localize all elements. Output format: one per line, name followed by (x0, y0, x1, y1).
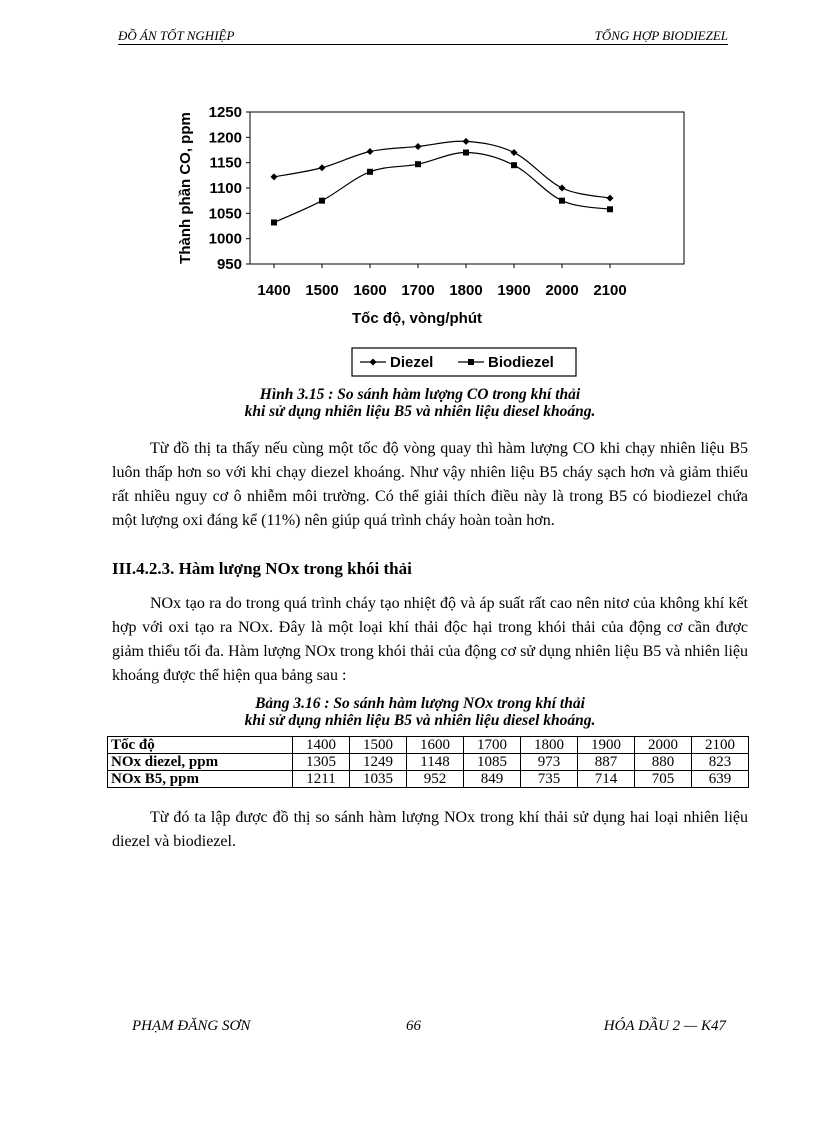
table-cell: 639 (692, 771, 749, 788)
table-cell: 714 (578, 771, 635, 788)
table-row-label: Tốc độ (108, 737, 293, 754)
y-tick-label: 950 (216, 256, 242, 273)
footer-author: PHẠM ĐĂNG SƠN (132, 1018, 251, 1034)
table-cell: 1085 (464, 754, 521, 771)
section-heading: III.4.2.3. Hàm lượng NOx trong khói thải (112, 559, 412, 578)
y-axis-label: Thành phần CO, ppm (177, 112, 194, 264)
y-tick-label: 1000 (208, 230, 242, 248)
table-cell: 2000 (635, 737, 692, 754)
figure-caption (110, 386, 730, 420)
x-tick-label: 1700 (401, 282, 435, 299)
data-point-biodiezel (463, 150, 469, 156)
data-point-biodiezel (607, 206, 613, 212)
x-tick-label: 2000 (545, 282, 579, 299)
x-tick-label: 1600 (353, 282, 387, 299)
y-tick-label: 1100 (209, 180, 242, 197)
paragraph-1 (112, 437, 748, 533)
table-cell: 1035 (350, 771, 407, 788)
legend-label-diezel: Diezel (390, 354, 434, 371)
paragraph-3-text: Từ đó ta lập được đồ thị so sánh hàm lượng NOx trong khí thải sử dụng hai loại nhiên liệu diezel và biodiezel. (112, 809, 748, 850)
data-point-diezel (559, 185, 566, 192)
table-row-label: NOx diezel, ppm (108, 754, 293, 771)
y-tick-label: 1250 (208, 104, 242, 121)
table-row (108, 771, 749, 788)
data-point-diezel (511, 149, 518, 156)
data-point-biodiezel (559, 198, 565, 204)
data-point-biodiezel (271, 219, 277, 225)
co-chart-svg (170, 96, 690, 386)
table-cell: 1500 (350, 737, 407, 754)
table-cell: 1211 (293, 771, 350, 788)
table-cell: 1305 (293, 754, 350, 771)
data-point-biodiezel (415, 161, 421, 167)
figure-caption-line2: khi sử dụng nhiên liệu B5 và nhiên liệu diesel khoáng. (244, 403, 596, 420)
table-cell: 952 (407, 771, 464, 788)
table-caption (110, 695, 730, 729)
page-header (118, 28, 728, 45)
paragraph-2-text: NOx tạo ra do trong quá trình cháy tạo nhiệt độ và áp suất rất cao nên nitơ của không khí kết hợp với oxi tạo ra NOx. Đây là một loại khí thải độc hại trong khói thải của động cơ cần được giảm thiểu tối đa. Hàm lượng NOx trong khói thải của động cơ sử dụng nhiên liệu B5 và nhiên liệu khoáng được thể hiện qua bảng sau : (112, 595, 748, 684)
data-point-diezel (607, 195, 614, 202)
table-caption-line2: khi sử dụng nhiên liệu B5 và nhiên liệu diesel khoáng. (244, 712, 596, 729)
data-point-biodiezel (511, 162, 517, 168)
data-point-biodiezel (319, 198, 325, 204)
table-cell: 880 (635, 754, 692, 771)
data-point-biodiezel (367, 169, 373, 175)
y-tick-label: 1050 (208, 205, 242, 223)
table-cell: 2100 (692, 737, 749, 754)
table-cell: 735 (521, 771, 578, 788)
paragraph-3 (112, 806, 748, 854)
table-row (108, 737, 749, 754)
legend-marker-biodiezel (468, 359, 474, 365)
x-axis-label: Tốc độ, vòng/phút (352, 310, 482, 327)
paragraph-2 (112, 592, 748, 688)
table-cell: 705 (635, 771, 692, 788)
data-point-diezel (463, 138, 470, 145)
legend-label-biodiezel: Biodiezel (488, 354, 554, 371)
table-cell: 823 (692, 754, 749, 771)
table-row-label: NOx B5, ppm (108, 771, 293, 788)
x-tick-label: 1400 (257, 282, 291, 299)
data-point-diezel (367, 148, 374, 155)
table-cell: 849 (464, 771, 521, 788)
table-cell: 1800 (521, 737, 578, 754)
plot-area (250, 112, 684, 264)
x-tick-label: 1900 (497, 282, 531, 299)
y-tick-label: 1150 (209, 154, 242, 172)
table-cell: 1400 (293, 737, 350, 754)
x-tick-label: 1500 (305, 282, 339, 299)
footer-right: HÓA DẦU 2 — K47 (603, 1018, 726, 1034)
series-line-diezel (274, 141, 610, 198)
co-chart (170, 96, 690, 386)
x-tick-label: 2100 (593, 282, 627, 299)
table-cell: 1900 (578, 737, 635, 754)
footer-page-number: 66 (406, 1018, 421, 1034)
data-point-diezel (415, 143, 422, 150)
table-cell: 1148 (407, 754, 464, 771)
data-point-diezel (319, 164, 326, 171)
data-point-diezel (271, 173, 278, 180)
paragraph-1-text: Từ đồ thị ta thấy nếu cùng một tốc độ vòng quay thì hàm lượng CO khi chạy nhiên liệu B5 luôn thấp hơn so với khi chạy diezel khoáng. Như vậy nhiên liệu B5 cháy sạch hơn và giảm thiểu rất nhiều nguy cơ ô nhiễm môi trường. Có thể giải thích điều này là trong B5 có biodiezel chứa một lượng oxi đáng kể (11%) nên giúp quá trình cháy hoàn toàn hơn. (112, 440, 748, 529)
table-cell: 1249 (350, 754, 407, 771)
figure-caption-line1: Hình 3.15 : So sánh hàm lượng CO trong khí thải (259, 386, 581, 403)
table-cell: 973 (521, 754, 578, 771)
table-row (108, 754, 749, 771)
table-cell: 887 (578, 754, 635, 771)
x-tick-label: 1800 (449, 282, 483, 299)
table-cell: 1600 (407, 737, 464, 754)
nox-table (107, 736, 749, 788)
header-right: TỔNG HỢP BIODIEZEL (594, 28, 728, 43)
y-tick-label: 1200 (208, 129, 242, 147)
table-cell: 1700 (464, 737, 521, 754)
header-left: ĐỒ ÁN TỐT NGHIỆP (118, 28, 235, 43)
table-caption-line1: Bảng 3.16 : So sánh hàm lượng NOx trong khí thải (255, 695, 585, 712)
